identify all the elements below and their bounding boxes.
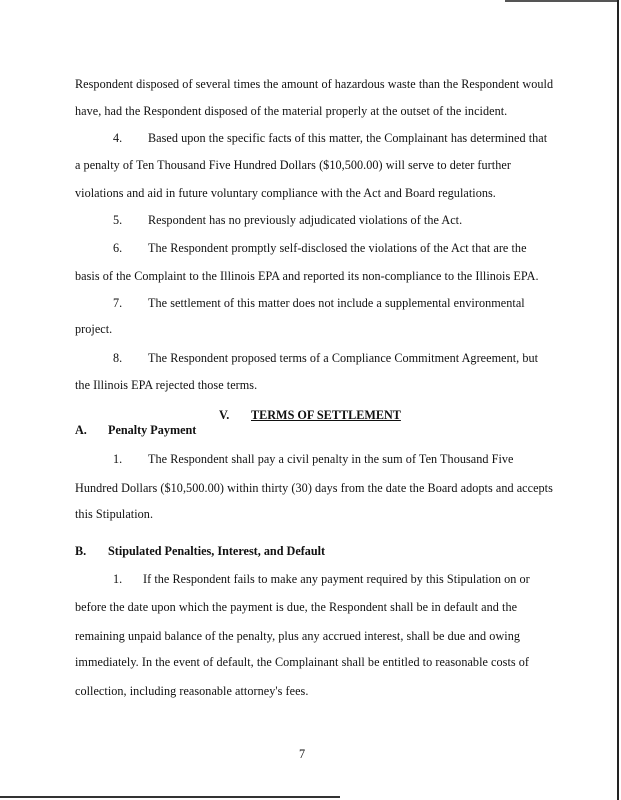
body-line: Respondent disposed of several times the amount of hazardous waste than the Respondent would <box>75 77 554 91</box>
body-line: The Respondent proposed terms of a Compliance Commitment Agreement, but <box>148 351 539 365</box>
body-line: this Stipulation. <box>75 507 154 521</box>
paragraph-number: 7. <box>113 296 123 310</box>
body-line: The settlement of this matter does not include a supplemental environmental <box>148 296 525 310</box>
paragraph-number: 1. <box>113 452 123 466</box>
body-line: violations and aid in future voluntary compliance with the Act and Board regulations. <box>75 186 496 200</box>
body-line: The Respondent shall pay a civil penalty in the sum of Ten Thousand Five <box>148 452 514 466</box>
subsection-title: Stipulated Penalties, Interest, and Default <box>108 544 326 558</box>
body-line: collection, including reasonable attorney's fees. <box>75 684 309 698</box>
section-title: TERMS OF SETTLEMENT <box>251 408 401 422</box>
page-number: 7 <box>298 747 306 761</box>
subsection-letter: A. <box>75 423 87 437</box>
section-numeral: V. <box>219 408 230 422</box>
body-line: have, had the Respondent disposed of the material properly at the outset of the incident. <box>75 104 508 118</box>
paragraph-number: 4. <box>113 131 123 145</box>
paragraph-number: 8. <box>113 351 123 365</box>
scan-edge-right <box>617 0 619 800</box>
scan-edge-bottom <box>0 796 340 798</box>
body-line: before the date upon which the payment is due, the Respondent shall be in default and the <box>75 600 518 614</box>
body-line: the Illinois EPA rejected those terms. <box>75 378 258 392</box>
body-line: Respondent has no previously adjudicated violations of the Act. <box>148 213 463 227</box>
body-line: If the Respondent fails to make any payment required by this Stipulation on or <box>143 572 530 586</box>
paragraph-number: 1. <box>113 572 123 586</box>
subsection-title: Penalty Payment <box>108 423 197 437</box>
scan-edge-top <box>505 0 617 2</box>
subsection-letter: B. <box>75 544 87 558</box>
body-line: immediately. In the event of default, the Complainant shall be entitled to reasonable costs of <box>75 655 530 669</box>
paragraph-number: 6. <box>113 241 123 255</box>
paragraph-number: 5. <box>113 213 123 227</box>
body-line: project. <box>75 322 113 336</box>
body-line: a penalty of Ten Thousand Five Hundred Dollars ($10,500.00) will serve to deter further <box>75 158 511 172</box>
body-line: remaining unpaid balance of the penalty, plus any accrued interest, shall be due and owing <box>75 629 521 643</box>
body-line: basis of the Complaint to the Illinois EPA and reported its non-compliance to the Illinois EPA. <box>75 269 539 283</box>
body-line: The Respondent promptly self-disclosed the violations of the Act that are the <box>148 241 527 255</box>
body-line: Hundred Dollars ($10,500.00) within thirty (30) days from the date the Board adopts and accepts <box>75 481 553 495</box>
body-line: Based upon the specific facts of this matter, the Complainant has determined that <box>148 131 548 145</box>
